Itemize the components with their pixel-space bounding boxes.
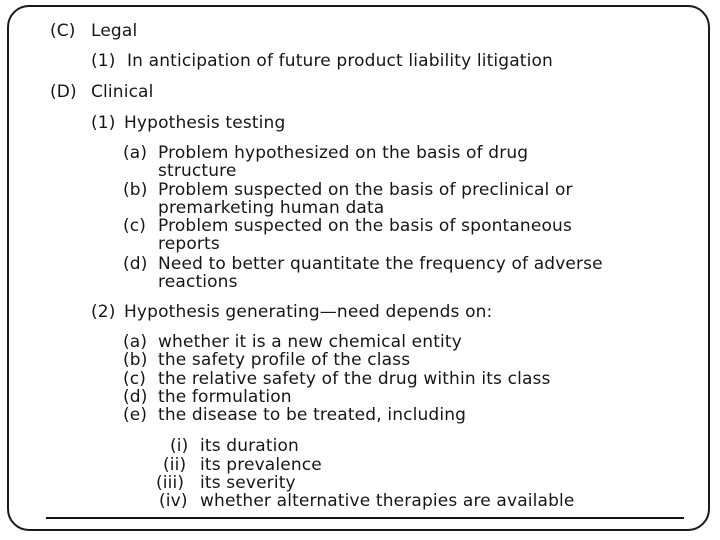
sub-item [123, 254, 603, 274]
sub-item [123, 216, 572, 236]
roman-label: (i) [170, 436, 189, 456]
item-text: In anticipation of future product liability litigation [127, 51, 553, 71]
sub-item-text: whether it is a new chemical entity [158, 332, 462, 352]
sub-item-label: (d) [123, 254, 148, 274]
sub-item-label: (b) [123, 180, 148, 200]
sub-item-text: the safety profile of the class [158, 350, 411, 370]
sub-item-text: Problem hypothesized on the basis of drug [158, 143, 529, 163]
item-label: (2) [91, 302, 116, 322]
roman-text: its prevalence [200, 455, 322, 475]
sub-item [123, 387, 292, 407]
roman-text: its severity [200, 473, 296, 493]
sub-item-continuation: reports [158, 234, 220, 254]
sub-item-text: Need to better quantitate the frequency of adverse [158, 254, 603, 274]
list-item [91, 302, 493, 322]
sub-item-label: (a) [123, 143, 148, 163]
sub-item-continuation: reactions [158, 272, 238, 292]
item-text: Hypothesis generating—need depends on: [124, 302, 493, 322]
sub-item [123, 405, 467, 425]
sub-item-label: (c) [123, 369, 147, 389]
roman-label: (iv) [159, 491, 188, 511]
sub-item-label: (e) [123, 405, 148, 425]
sub-item [123, 350, 411, 370]
item-label: (1) [91, 113, 116, 133]
item-text: Hypothesis testing [124, 113, 286, 133]
sub-item [123, 369, 551, 389]
roman-label: (iii) [156, 473, 185, 493]
sub-item-continuation: premarketing human data [158, 198, 385, 218]
sub-item-label: (a) [123, 332, 148, 352]
sub-item-text: Problem suspected on the basis of spontaneous [158, 216, 572, 236]
item-label: (1) [91, 51, 116, 71]
sub-item-label: (b) [123, 350, 148, 370]
list-item [91, 51, 553, 71]
roman-item [163, 455, 322, 475]
roman-item [170, 436, 299, 456]
sub-item [123, 143, 529, 163]
section-label: (C) [50, 21, 76, 41]
roman-text: whether alternative therapies are available [200, 491, 575, 511]
sub-item-text: the disease to be treated, including [158, 405, 467, 425]
sub-item [123, 332, 462, 352]
sub-item-text: the relative safety of the drug within its class [158, 369, 551, 389]
roman-text: its duration [200, 436, 299, 456]
sub-item-text: Problem suspected on the basis of preclinical or [158, 180, 573, 200]
section-label: (D) [50, 82, 77, 102]
section-heading-clinical [50, 82, 154, 102]
sub-item-label: (d) [123, 387, 148, 407]
roman-item [159, 491, 575, 511]
section-title: Clinical [91, 82, 154, 102]
bottom-rule [46, 517, 684, 519]
roman-label: (ii) [163, 455, 187, 475]
roman-item [156, 473, 296, 493]
sub-item [123, 180, 573, 200]
sub-item-text: the formulation [158, 387, 292, 407]
sub-item-label: (c) [123, 216, 147, 236]
section-title: Legal [91, 21, 138, 41]
section-heading-legal [50, 21, 138, 41]
sub-item-continuation: structure [158, 161, 237, 181]
list-item [91, 113, 286, 133]
